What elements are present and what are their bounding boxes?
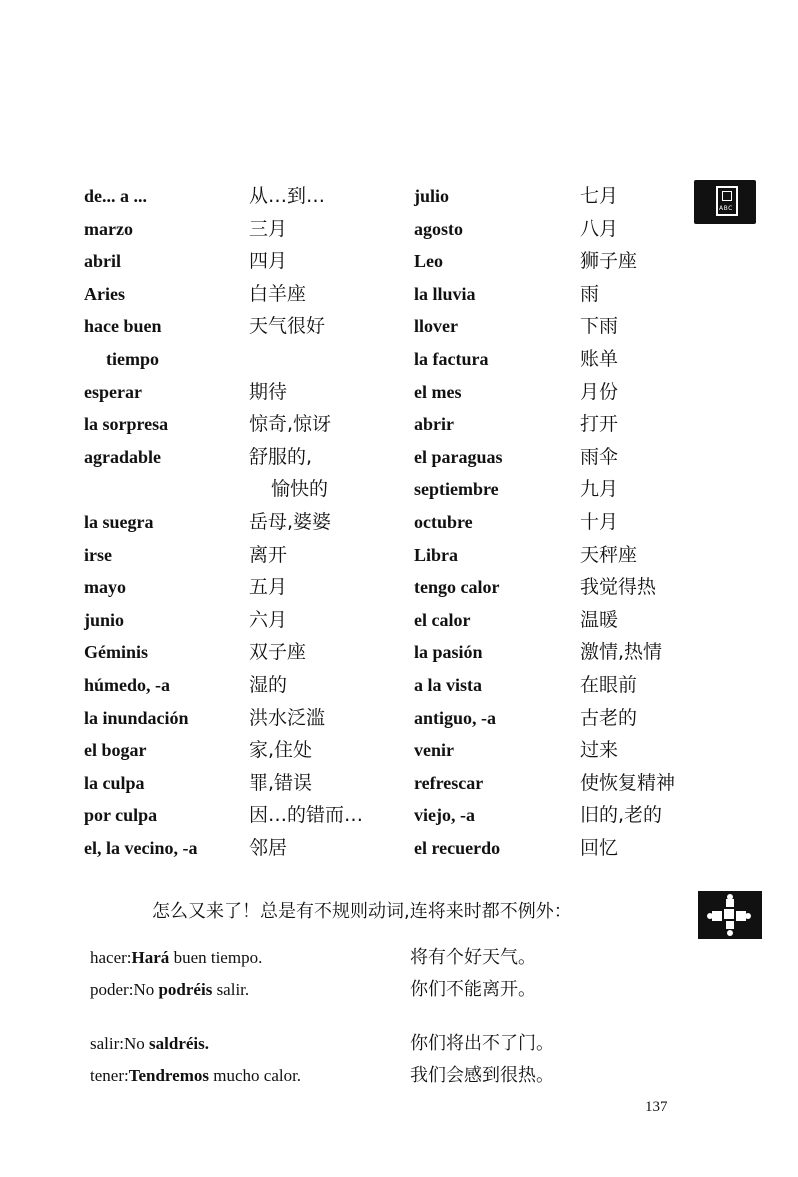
chinese-translation: 雨	[580, 282, 600, 305]
vocab-row	[414, 376, 704, 409]
spanish-term: el paraguas	[414, 446, 503, 467]
spanish-term: el, la vecino, -a	[84, 837, 198, 858]
vocab-row	[84, 310, 384, 343]
example-spanish	[90, 974, 249, 1006]
example-translation: 你们将出不了门。	[410, 1033, 554, 1054]
chinese-translation: 天气很好	[249, 315, 326, 338]
example-future-form: podréis	[158, 980, 213, 999]
vocab-row	[84, 669, 384, 702]
vocab-row	[414, 702, 704, 735]
example-sentences	[90, 942, 690, 1092]
chinese-translation: 九月	[580, 478, 619, 501]
vocab-row	[84, 278, 384, 311]
vocab-row	[414, 278, 704, 311]
spanish-term: octubre	[414, 511, 473, 532]
vocab-row	[84, 376, 384, 409]
chinese-translation: 月份	[580, 380, 619, 403]
spanish-term: la culpa	[84, 772, 145, 793]
chinese-translation: 舒服的,	[249, 445, 313, 468]
spanish-term: la sorpresa	[84, 414, 169, 435]
example-prefix: No	[133, 980, 159, 999]
vocab-row	[84, 408, 384, 441]
chinese-translation: 雨伞	[580, 445, 619, 468]
chinese-translation: 古老的	[580, 706, 638, 729]
vocab-row	[84, 441, 384, 474]
example-verb: tener:	[90, 1066, 129, 1085]
example-spanish	[90, 1028, 209, 1060]
vocab-row	[84, 604, 384, 637]
chinese-translation: 从…到…	[249, 185, 326, 207]
chinese-translation: 账单	[580, 347, 619, 370]
example-row	[90, 942, 690, 974]
chinese-translation: 过来	[580, 739, 619, 762]
spanish-term: agradable	[84, 446, 162, 467]
vocabulary-column-right	[414, 180, 704, 864]
example-translation: 将有个好天气。	[410, 947, 536, 968]
spanish-term: marzo	[84, 218, 133, 239]
chinese-translation: 狮子座	[580, 250, 638, 273]
spanish-term: agosto	[414, 218, 463, 239]
example-translation: 你们不能离开。	[410, 979, 536, 1000]
spanish-term: abril	[84, 251, 122, 272]
chinese-translation: 使恢复精神	[580, 771, 676, 794]
vocab-row	[414, 832, 704, 865]
chinese-translation: 七月	[580, 185, 619, 207]
example-future-form: saldréis.	[149, 1034, 210, 1053]
vocab-row	[414, 473, 704, 506]
spanish-term: junio	[84, 609, 125, 630]
spanish-term: el recuerdo	[414, 837, 501, 858]
chinese-translation: 五月	[249, 576, 288, 599]
vocab-row	[414, 734, 704, 767]
example-verb: hacer:	[90, 948, 132, 967]
spanish-term: hace buen	[84, 316, 162, 337]
chinese-translation: 八月	[580, 217, 619, 240]
spanish-term: esperar	[84, 381, 142, 402]
vocab-row	[84, 213, 384, 246]
puzzle-star-icon	[698, 891, 762, 939]
book-abc-icon	[694, 180, 756, 224]
example-rest: salir.	[212, 980, 250, 999]
vocab-row	[84, 506, 384, 539]
chinese-translation: 激情,热情	[580, 641, 663, 664]
vocab-row	[414, 669, 704, 702]
vocab-row	[414, 636, 704, 669]
spanish-term: la inundación	[84, 707, 189, 728]
spanish-term: por culpa	[84, 805, 158, 826]
spanish-term: llover	[414, 316, 458, 337]
spanish-term: a la vista	[414, 674, 483, 695]
spanish-term: húmedo, -a	[84, 674, 171, 695]
spanish-term: refrescar	[414, 772, 484, 793]
spanish-term: viejo, -a	[414, 805, 475, 826]
example-row	[90, 1028, 690, 1060]
spanish-term: el bogar	[84, 740, 147, 761]
spanish-term: la pasión	[414, 642, 483, 663]
grammar-note: 怎么又来了！总是有不规则动词,连将来时都不例外：	[152, 901, 572, 922]
chinese-translation: 六月	[249, 608, 288, 631]
vocab-row	[84, 571, 384, 604]
spanish-term: el calor	[414, 609, 471, 630]
chinese-translation: 打开	[580, 413, 619, 436]
chinese-translation: 罪,错误	[249, 771, 313, 794]
spanish-term: Géminis	[84, 642, 149, 663]
vocab-row	[414, 441, 704, 474]
chinese-translation: 家,住处	[249, 739, 313, 762]
spanish-term: Leo	[414, 251, 443, 272]
example-rest: buen tiempo.	[169, 948, 263, 967]
chinese-translation: 我觉得热	[580, 576, 657, 599]
chinese-translation: 愉快的	[271, 478, 329, 501]
vocab-row	[84, 539, 384, 572]
spanish-term: de... a ...	[84, 186, 147, 206]
chinese-translation: 三月	[249, 217, 288, 240]
vocab-row	[84, 767, 384, 800]
spanish-term: abrir	[414, 414, 454, 435]
vocab-row	[84, 180, 384, 213]
vocab-row	[414, 767, 704, 800]
example-rest: mucho calor.	[209, 1066, 302, 1085]
chinese-translation: 洪水泛滥	[249, 706, 326, 729]
spanish-term: Libra	[414, 544, 459, 565]
chinese-translation: 岳母,婆婆	[249, 510, 332, 533]
chinese-translation: 期待	[249, 380, 288, 403]
spanish-term: julio	[414, 186, 450, 206]
vocab-row	[414, 571, 704, 604]
example-verb: poder:	[90, 980, 134, 999]
chinese-translation: 惊奇,惊讶	[249, 413, 332, 436]
spanish-term: septiembre	[414, 479, 499, 500]
example-spanish	[90, 1060, 301, 1092]
vocab-row	[414, 310, 704, 343]
vocabulary-column-left	[84, 180, 384, 864]
vocab-row	[84, 702, 384, 735]
example-spanish	[90, 942, 262, 974]
vocab-row	[414, 506, 704, 539]
spanish-term: venir	[414, 740, 454, 761]
spanish-term: Aries	[84, 283, 125, 304]
chinese-translation: 回忆	[580, 836, 619, 859]
example-prefix: No	[124, 1034, 150, 1053]
example-verb: salir:	[90, 1034, 124, 1053]
vocab-row	[414, 799, 704, 832]
chinese-translation: 旧的,老的	[580, 804, 663, 827]
spanish-term: la factura	[414, 348, 489, 369]
vocab-row	[84, 343, 384, 376]
vocab-row	[84, 799, 384, 832]
spanish-term: antiguo, -a	[414, 707, 497, 728]
vocab-row	[84, 245, 384, 278]
vocabulary-list	[84, 180, 694, 870]
chinese-translation: 邻居	[249, 836, 288, 859]
vocab-row	[414, 213, 704, 246]
chinese-translation: 天秤座	[580, 543, 638, 566]
chinese-translation: 温暖	[580, 608, 619, 631]
vocab-row	[84, 734, 384, 767]
book-shape: ABC	[716, 186, 738, 216]
chinese-translation: 十月	[580, 510, 619, 533]
vocab-row	[84, 636, 384, 669]
example-row	[90, 1060, 690, 1092]
vocab-row	[414, 604, 704, 637]
spanish-term: la suegra	[84, 511, 154, 532]
chinese-translation: 湿的	[249, 673, 288, 696]
vocab-row	[84, 832, 384, 865]
spanish-term: irse	[84, 544, 112, 565]
vocab-row	[414, 245, 704, 278]
chinese-translation: 在眼前	[580, 673, 638, 696]
chinese-translation: 白羊座	[249, 282, 307, 305]
example-future-form: Hará	[131, 948, 170, 967]
chinese-translation: 因…的错而…	[249, 804, 364, 827]
page-number: 137	[645, 1099, 668, 1115]
spanish-term: tiempo	[106, 348, 159, 369]
vocab-row	[414, 343, 704, 376]
chinese-translation: 下雨	[580, 315, 619, 338]
example-row	[90, 974, 690, 1006]
spanish-term: tengo calor	[414, 577, 500, 598]
chinese-translation: 离开	[249, 543, 288, 566]
spanish-term: el mes	[414, 381, 462, 402]
vocab-row	[84, 473, 384, 506]
example-translation: 我们会感到很热。	[410, 1065, 554, 1086]
chinese-translation: 双子座	[249, 641, 307, 664]
example-future-form: Tendremos	[128, 1066, 209, 1085]
spanish-term: mayo	[84, 577, 126, 598]
vocab-row	[414, 180, 704, 213]
vocab-row	[414, 539, 704, 572]
spanish-term: la lluvia	[414, 283, 476, 304]
chinese-translation: 四月	[249, 250, 288, 273]
vocab-row	[414, 408, 704, 441]
